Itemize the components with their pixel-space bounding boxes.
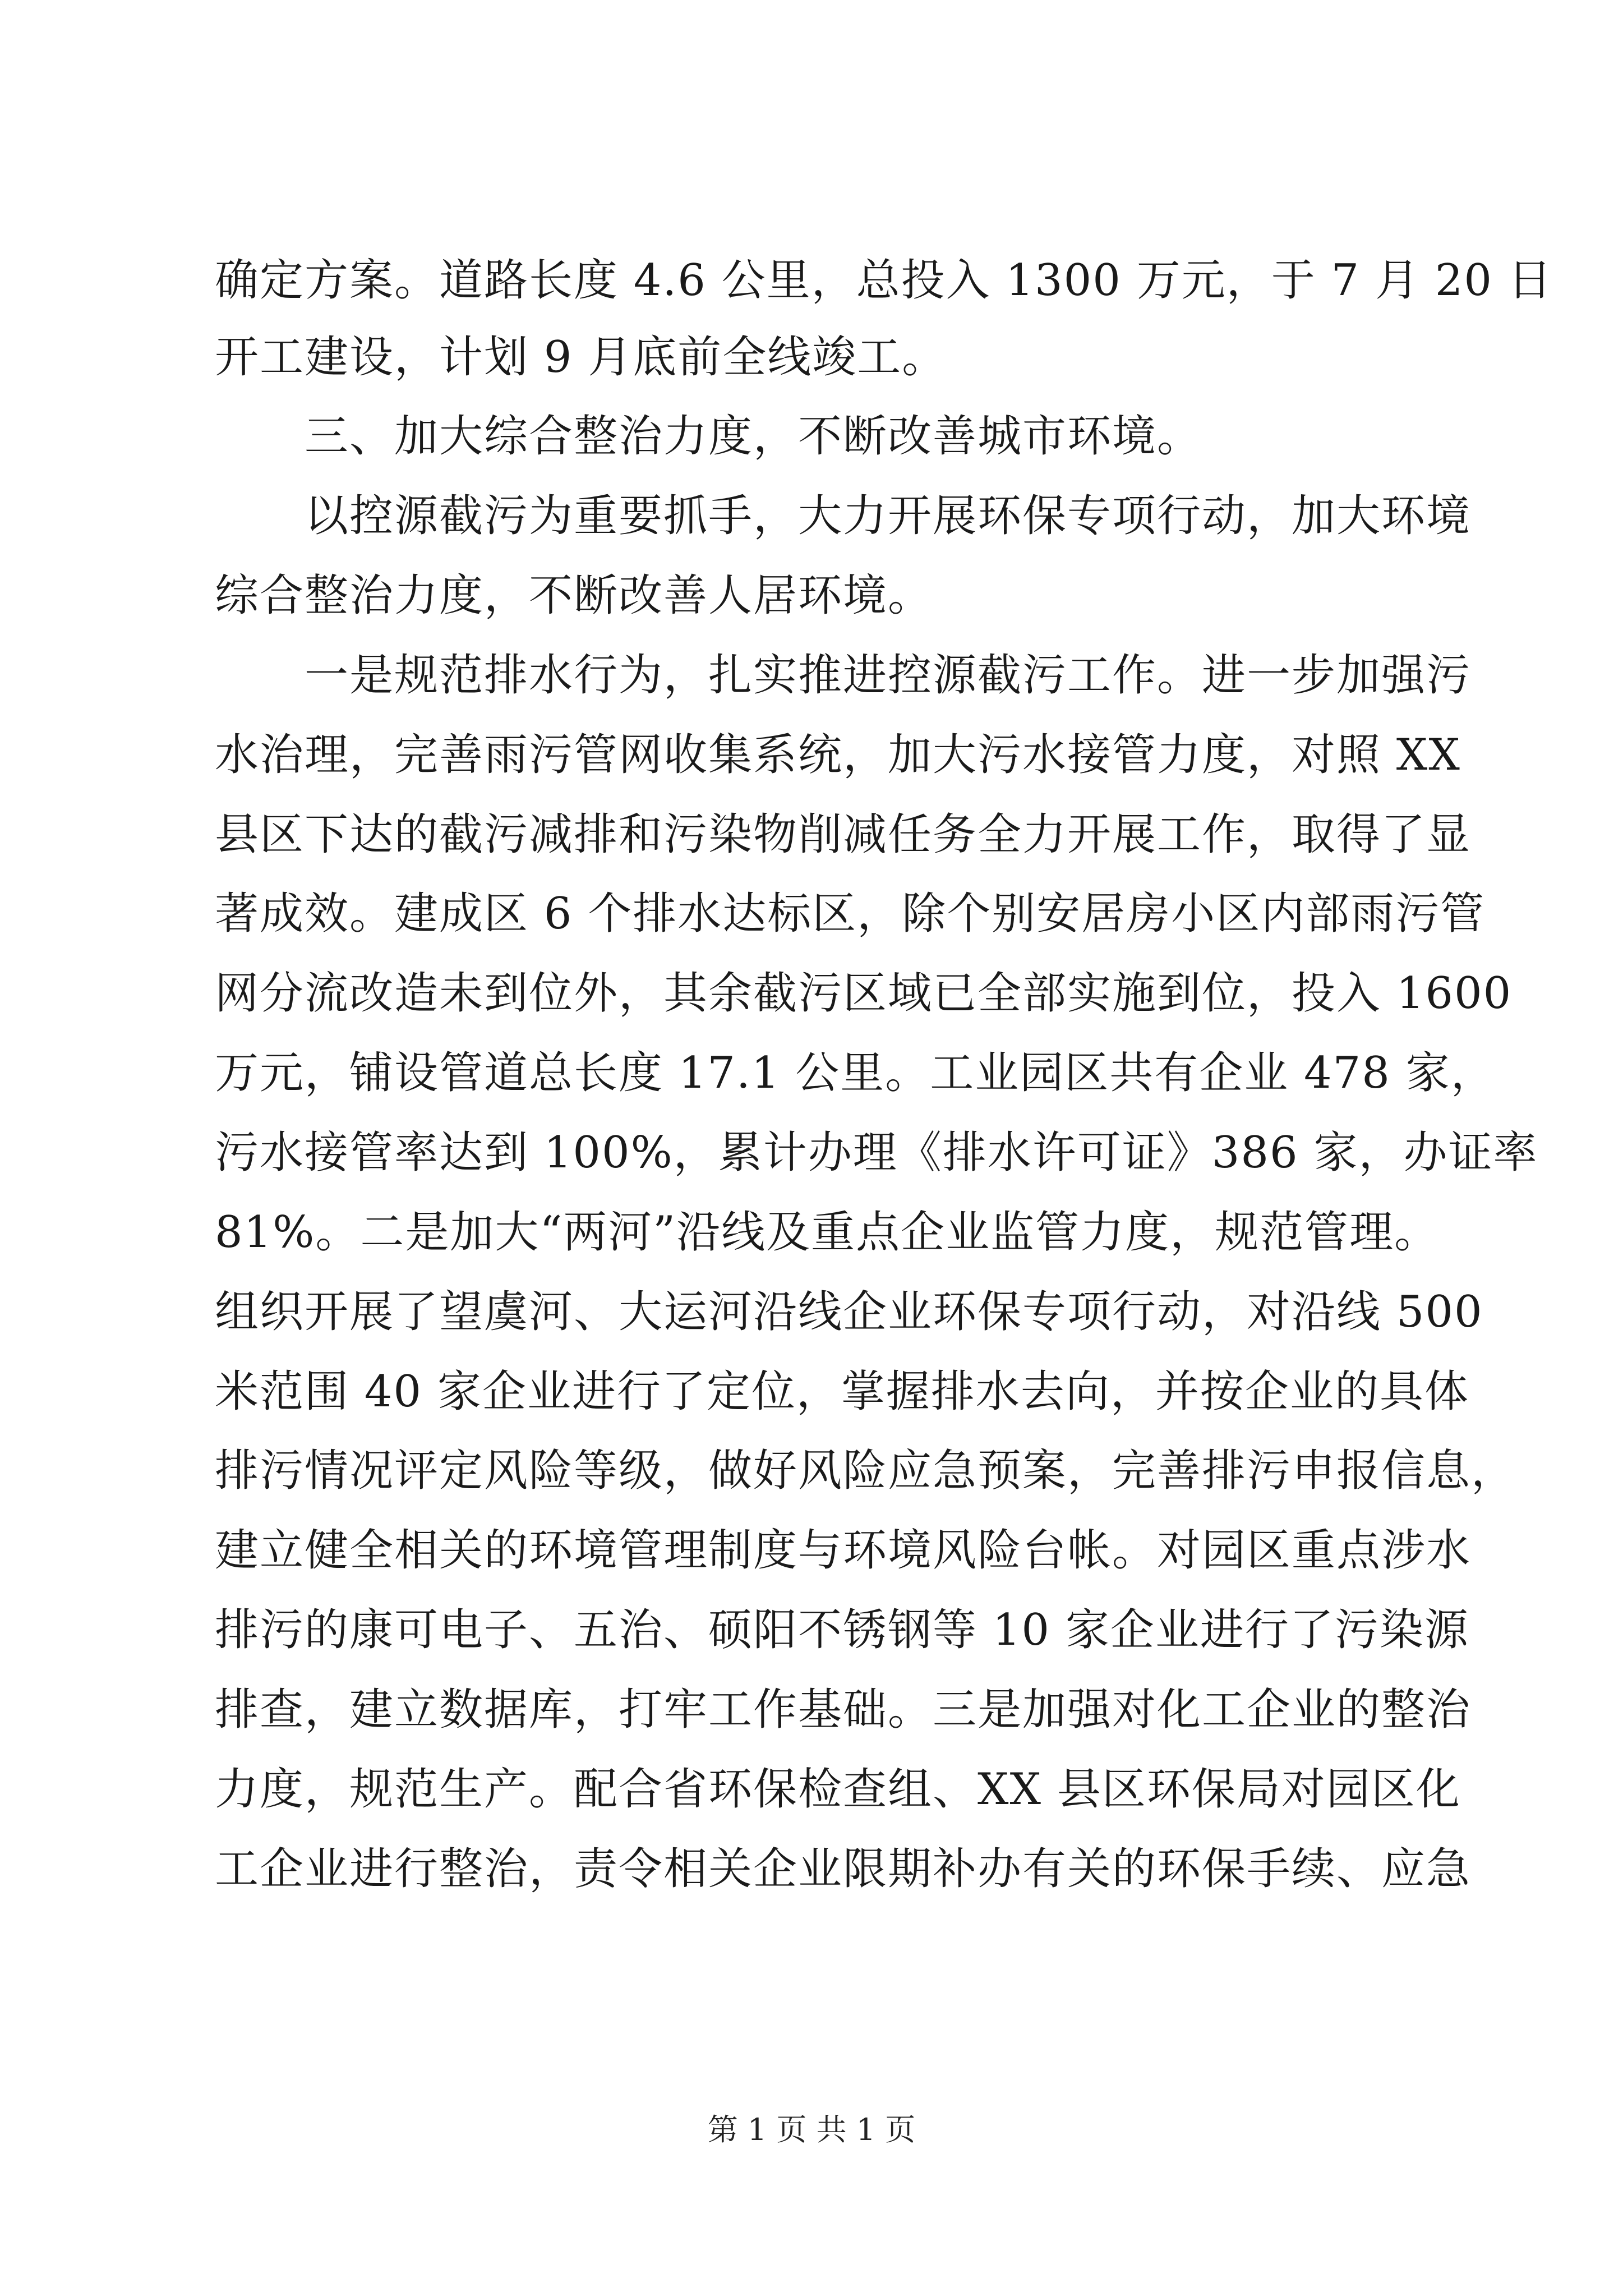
text-line-1: 确定方案。道路长度 4.6 公里，总投入 1300 万元，于 7 月 20 日 <box>215 255 1553 306</box>
text-line-14: 组织开展了望虞河、大运河沿线企业环保专项行动，对沿线 500 <box>215 1287 1483 1337</box>
text-line-5: 综合整治力度，不断改善人居环境。 <box>215 570 933 621</box>
text-line-19: 排查，建立数据库，打牢工作基础。三是加强对化工企业的整治 <box>215 1685 1472 1735</box>
text-line-15: 米范围 40 家企业进行了定位，掌握排水去向，并按企业的具体 <box>215 1366 1469 1417</box>
text-line-11: 万元，铺设管道总长度 17.1 公里。工业园区共有企业 478 家， <box>215 1048 1496 1098</box>
text-line-8: 县区下达的截污减排和污染物削减任务全力开展工作，取得了显 <box>215 809 1472 860</box>
text-line-16: 排污情况评定风险等级，做好风险应急预案，完善排污申报信息， <box>215 1446 1516 1496</box>
text-line-2: 开工建设，计划 9 月底前全线竣工。 <box>215 332 947 383</box>
text-line-9: 著成效。建成区 6 个排水达标区，除个别安居房小区内部雨污管 <box>215 889 1486 939</box>
section-heading: 三、加大综合整治力度，不断改善城市环境。 <box>305 411 1202 462</box>
text-line-17: 建立健全相关的环境管理制度与环境风险台帐。对园区重点涉水 <box>215 1525 1472 1576</box>
text-line-10: 网分流改造未到位外，其余截污区域已全部实施到位，投入 1600 <box>215 968 1513 1019</box>
text-line-4: 以控源截污为重要抓手，大力开展环保专项行动，加大环境 <box>305 491 1472 541</box>
text-line-18: 排污的康可电子、五治、硕阳不锈钢等 10 家企业进行了污染源 <box>215 1605 1469 1655</box>
text-line-7: 水治理，完善雨污管网收集系统，加大污水接管力度，对照 XX <box>215 730 1461 780</box>
page-footer: 第 1 页 共 1 页 <box>707 2112 916 2147</box>
text-line-6: 一是规范排水行为，扎实推进控源截污工作。进一步加强污 <box>305 650 1472 701</box>
text-line-20: 力度，规范生产。配合省环保检查组、XX 县区环保局对园区化 <box>215 1764 1461 1815</box>
text-line-12: 污水接管率达到 100%，累计办理《排水许可证》386 家，办证率 <box>215 1128 1538 1178</box>
text-line-13: 81%。二是加大“两河”沿线及重点企业监管力度，规范管理。 <box>215 1207 1440 1258</box>
text-line-21: 工企业进行整治，责令相关企业限期补办有关的环保手续、应急 <box>215 1844 1472 1894</box>
